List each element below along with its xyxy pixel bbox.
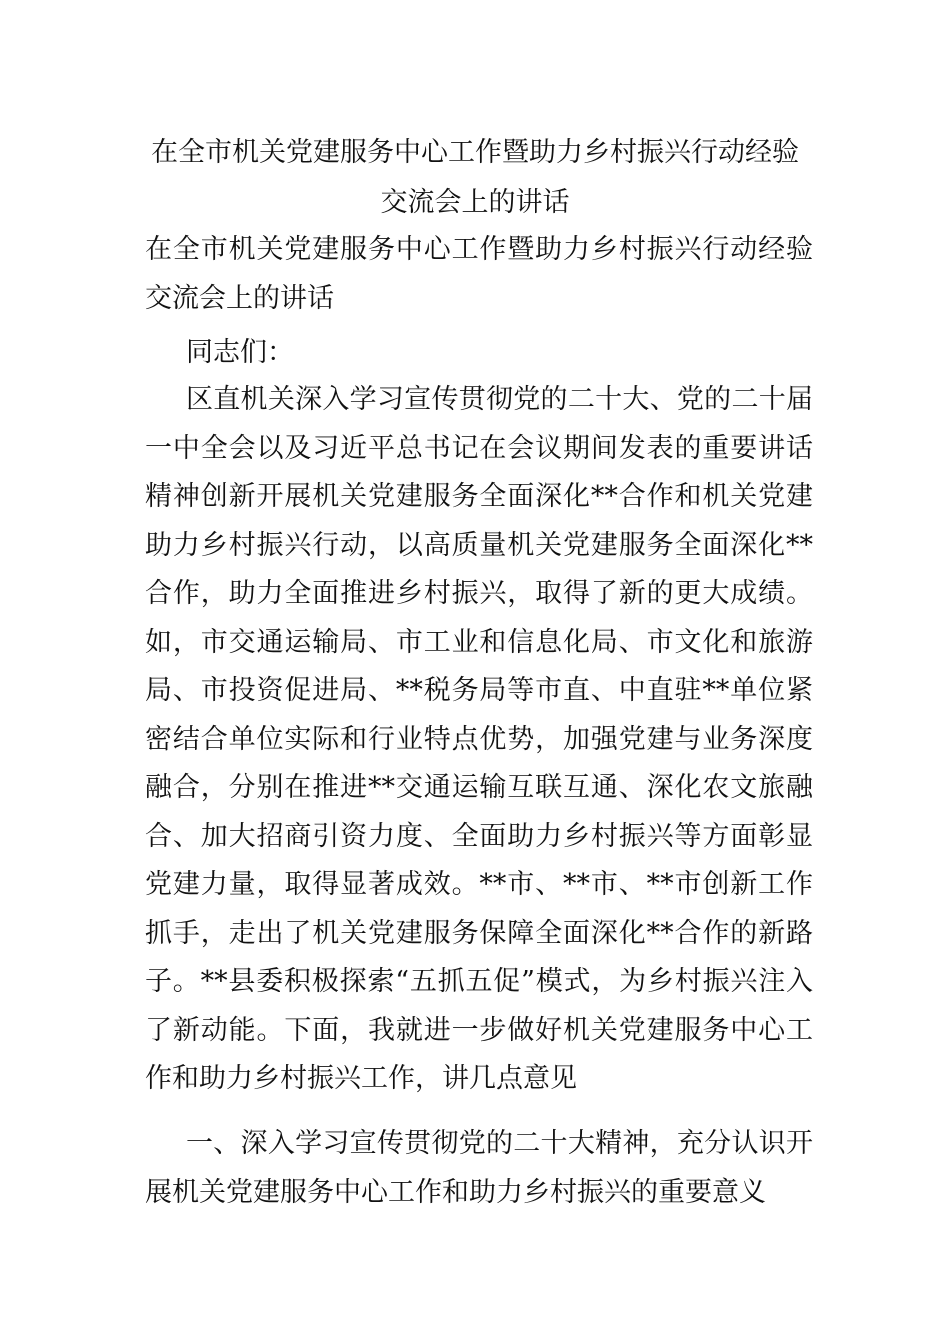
repeated-title: 在全市机关党建服务中心工作暨助力乡村振兴行动经验交流会上的讲话	[145, 234, 813, 314]
body-paragraph: 区直机关深入学习宣传贯彻党的二十大、党的二十届一中全会以及习近平总书记在会议期间发表的重要讲话精神创新开展机关党建服务全面深化**合作和机关党建助力乡村振兴行动，以高质量机关党建服务全面深化**合作，助力全面推进乡村振兴，取得了新的更大成绩。如，市交通运输局、市工业和信息化局、市文化和旅游局、市投资促进局、**税务局等市直、中直驻**单位紧密结合单位实际和行业特点优势，加强党建与业务深度融合，分别在推进**交通运输互联互通、深化农文旅融合、加大招商引资力度、全面助力乡村振兴等方面彰显党建力量，取得显著成效。**市、**市、**市创新工作抓手，走出了机关党建服务保障全面深化**合作的新路子。**县委积极探索“五抓五促”模式，为乡村振兴注入了新动能。下面，我就进一步做好机关党建服务中心工作和助力乡村振兴工作，讲几点意见	[145, 384, 813, 1094]
section-heading: 一、深入学习宣传贯彻党的二十大精神，充分认识开展机关党建服务中心工作和助力乡村振兴的重要意义	[145, 1128, 813, 1208]
salutation: 同志们：	[186, 337, 294, 368]
document-title: 在全市机关党建服务中心工作暨助力乡村振兴行动经验交流会上的讲话	[151, 137, 799, 218]
